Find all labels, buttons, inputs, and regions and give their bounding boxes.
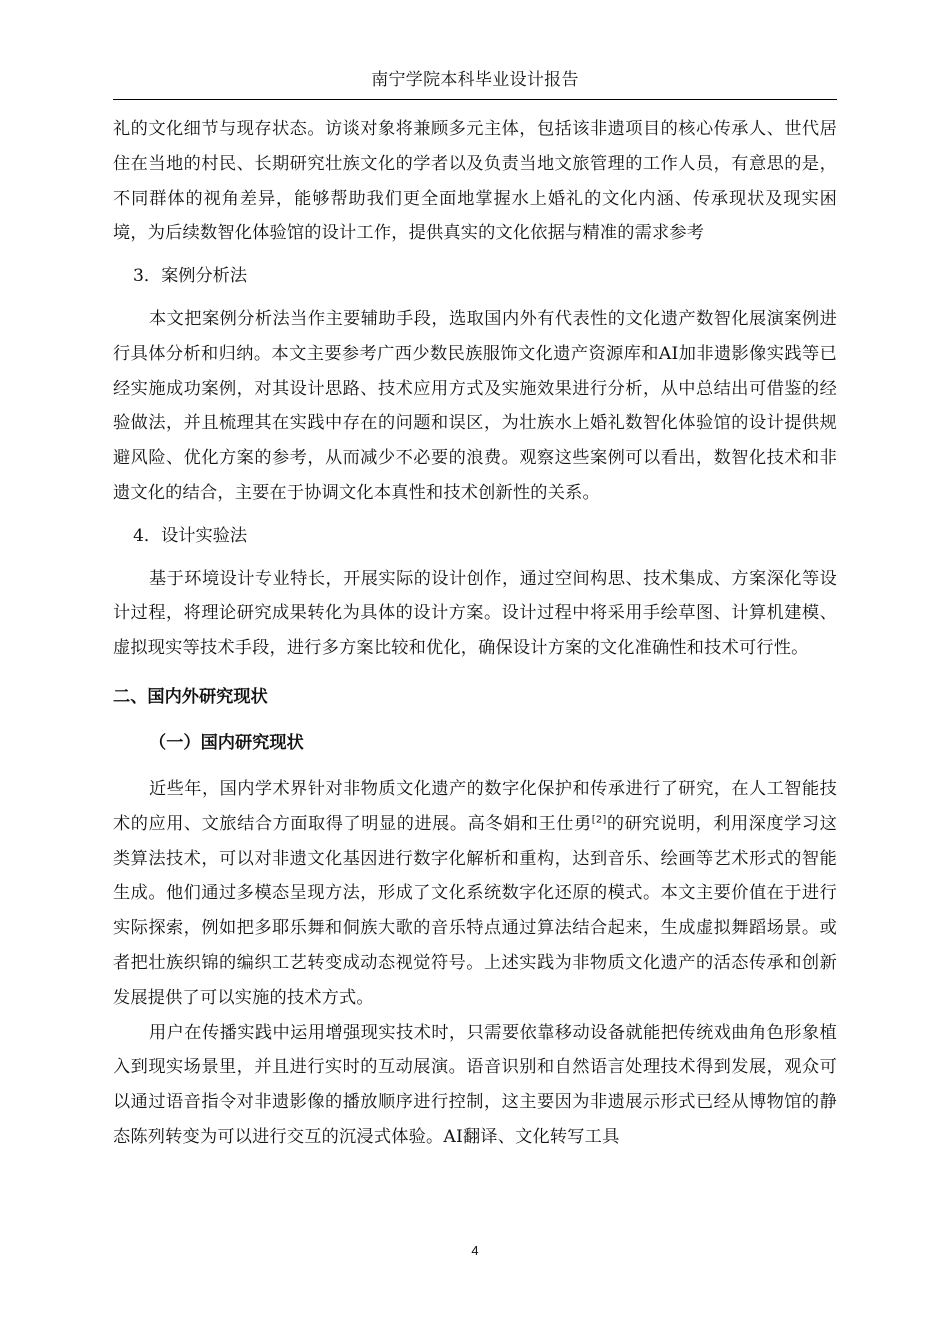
spacer [113, 760, 837, 772]
case-analysis-paragraph: 本文把案例分析法当作主要辅助手段，选取国内外有代表性的文化遗产数智化展演案例进行具体分析和归纳。本文主要参考广西少数民族服饰文化遗产资源库和AI加非遗影像实践等已经实施成功案例，对其设计思路、技术应用方式及实施效果进行分析，从中总结出可借鉴的经验做法，并且梳理其在实践中存在的问题和误区，为壮族水上婚礼数智化体验馆的设计提供规避风险、优化方案的参考，从而减少不必要的浪费。观察这些案例可以看出，数智化技术和非遗文化的结合，主要在于协调文化本真性和技术创新性的关系。 [113, 308, 837, 503]
spacer [113, 666, 837, 680]
spacer [113, 251, 837, 259]
domestic-research-heading: （一）国内研究现状 [149, 732, 304, 753]
case-analysis-heading: 3．案例分析法 [133, 266, 248, 287]
design-experiment-heading: 4．设计实验法 [133, 525, 248, 546]
citation-ref-2[interactable]: [2] [591, 814, 607, 826]
running-header: 南宁学院本科毕业设计报告 [371, 70, 579, 90]
header-divider [113, 99, 837, 100]
design-experiment-paragraph: 基于环境设计专业特长，开展实际的设计创作，通过空间构思、技术集成、方案深化等设计过程，将理论研究成果转化为具体的设计方案。设计过程中将采用手绘草图、计算机建模、虚拟现实等技术手段，进行多方案比较和优化，确保设计方案的文化准确性和技术可行性。 [113, 568, 837, 659]
spacer [113, 554, 837, 562]
domestic-research-paragraph-2: 用户在传播实践中运用增强现实技术时，只需要依靠移动设备就能把传统戏曲角色形象植入到现实场景里，并且进行实时的互动展演。语音识别和自然语言处理技术得到发展，观众可以通过语音指令对非遗影像的播放顺序进行控制，这主要因为非遗展示形式已经从博物馆的静态陈列转变为可以进行交互的沉浸式体验。AI翻译、文化转写工具 [113, 1022, 837, 1147]
spacer [113, 294, 837, 302]
spacer [113, 714, 837, 726]
domestic-p1-text-b: 的研究说明，利用深度学习这类算法技术，可以对非遗文化基因进行数字化解析和重构，达到音乐、绘画等艺术形式的智能生成。他们通过多模态呈现方法，形成了文化系统数字化还原的模式。本文主要价值在于进行实际探索，例如把多耶乐舞和侗族大歌的音乐特点通过算法结合起来，生成虚拟舞蹈场景。或者把壮族织锦的编织工艺转变成动态视觉符号。上述实践为非物质文化遗产的活态传承和创新发展提供了可以实施的技术方式。 [113, 813, 837, 1008]
research-status-heading: 二、国内外研究现状 [113, 686, 268, 707]
interview-paragraph-continuation: 礼的文化细节与现存状态。访谈对象将兼顾多元主体，包括该非遗项目的核心传承人、世代居住在当地的村民、长期研究壮族文化的学者以及负责当地文旅管理的工作人员，有意思的是，不同群体的视角差异，能够帮助我们更全面地掌握水上婚礼的文化内涵、传承现状及现实困境，为后续数智化体验馆的设计工作，提供真实的文化依据与精准的需求参考 [113, 119, 837, 244]
body-content [113, 112, 837, 1155]
spacer [113, 511, 837, 519]
domestic-research-paragraph-1 [113, 772, 837, 1016]
page-number: 4 [471, 1243, 479, 1258]
domestic-p1-text-a: 近些年，国内学术界针对非物质文化遗产的数字化保护和传承进行了研究，在人工智能技术的应用、文旅结合方面取得了明显的进展。高冬娟和王仕勇 [113, 778, 837, 834]
